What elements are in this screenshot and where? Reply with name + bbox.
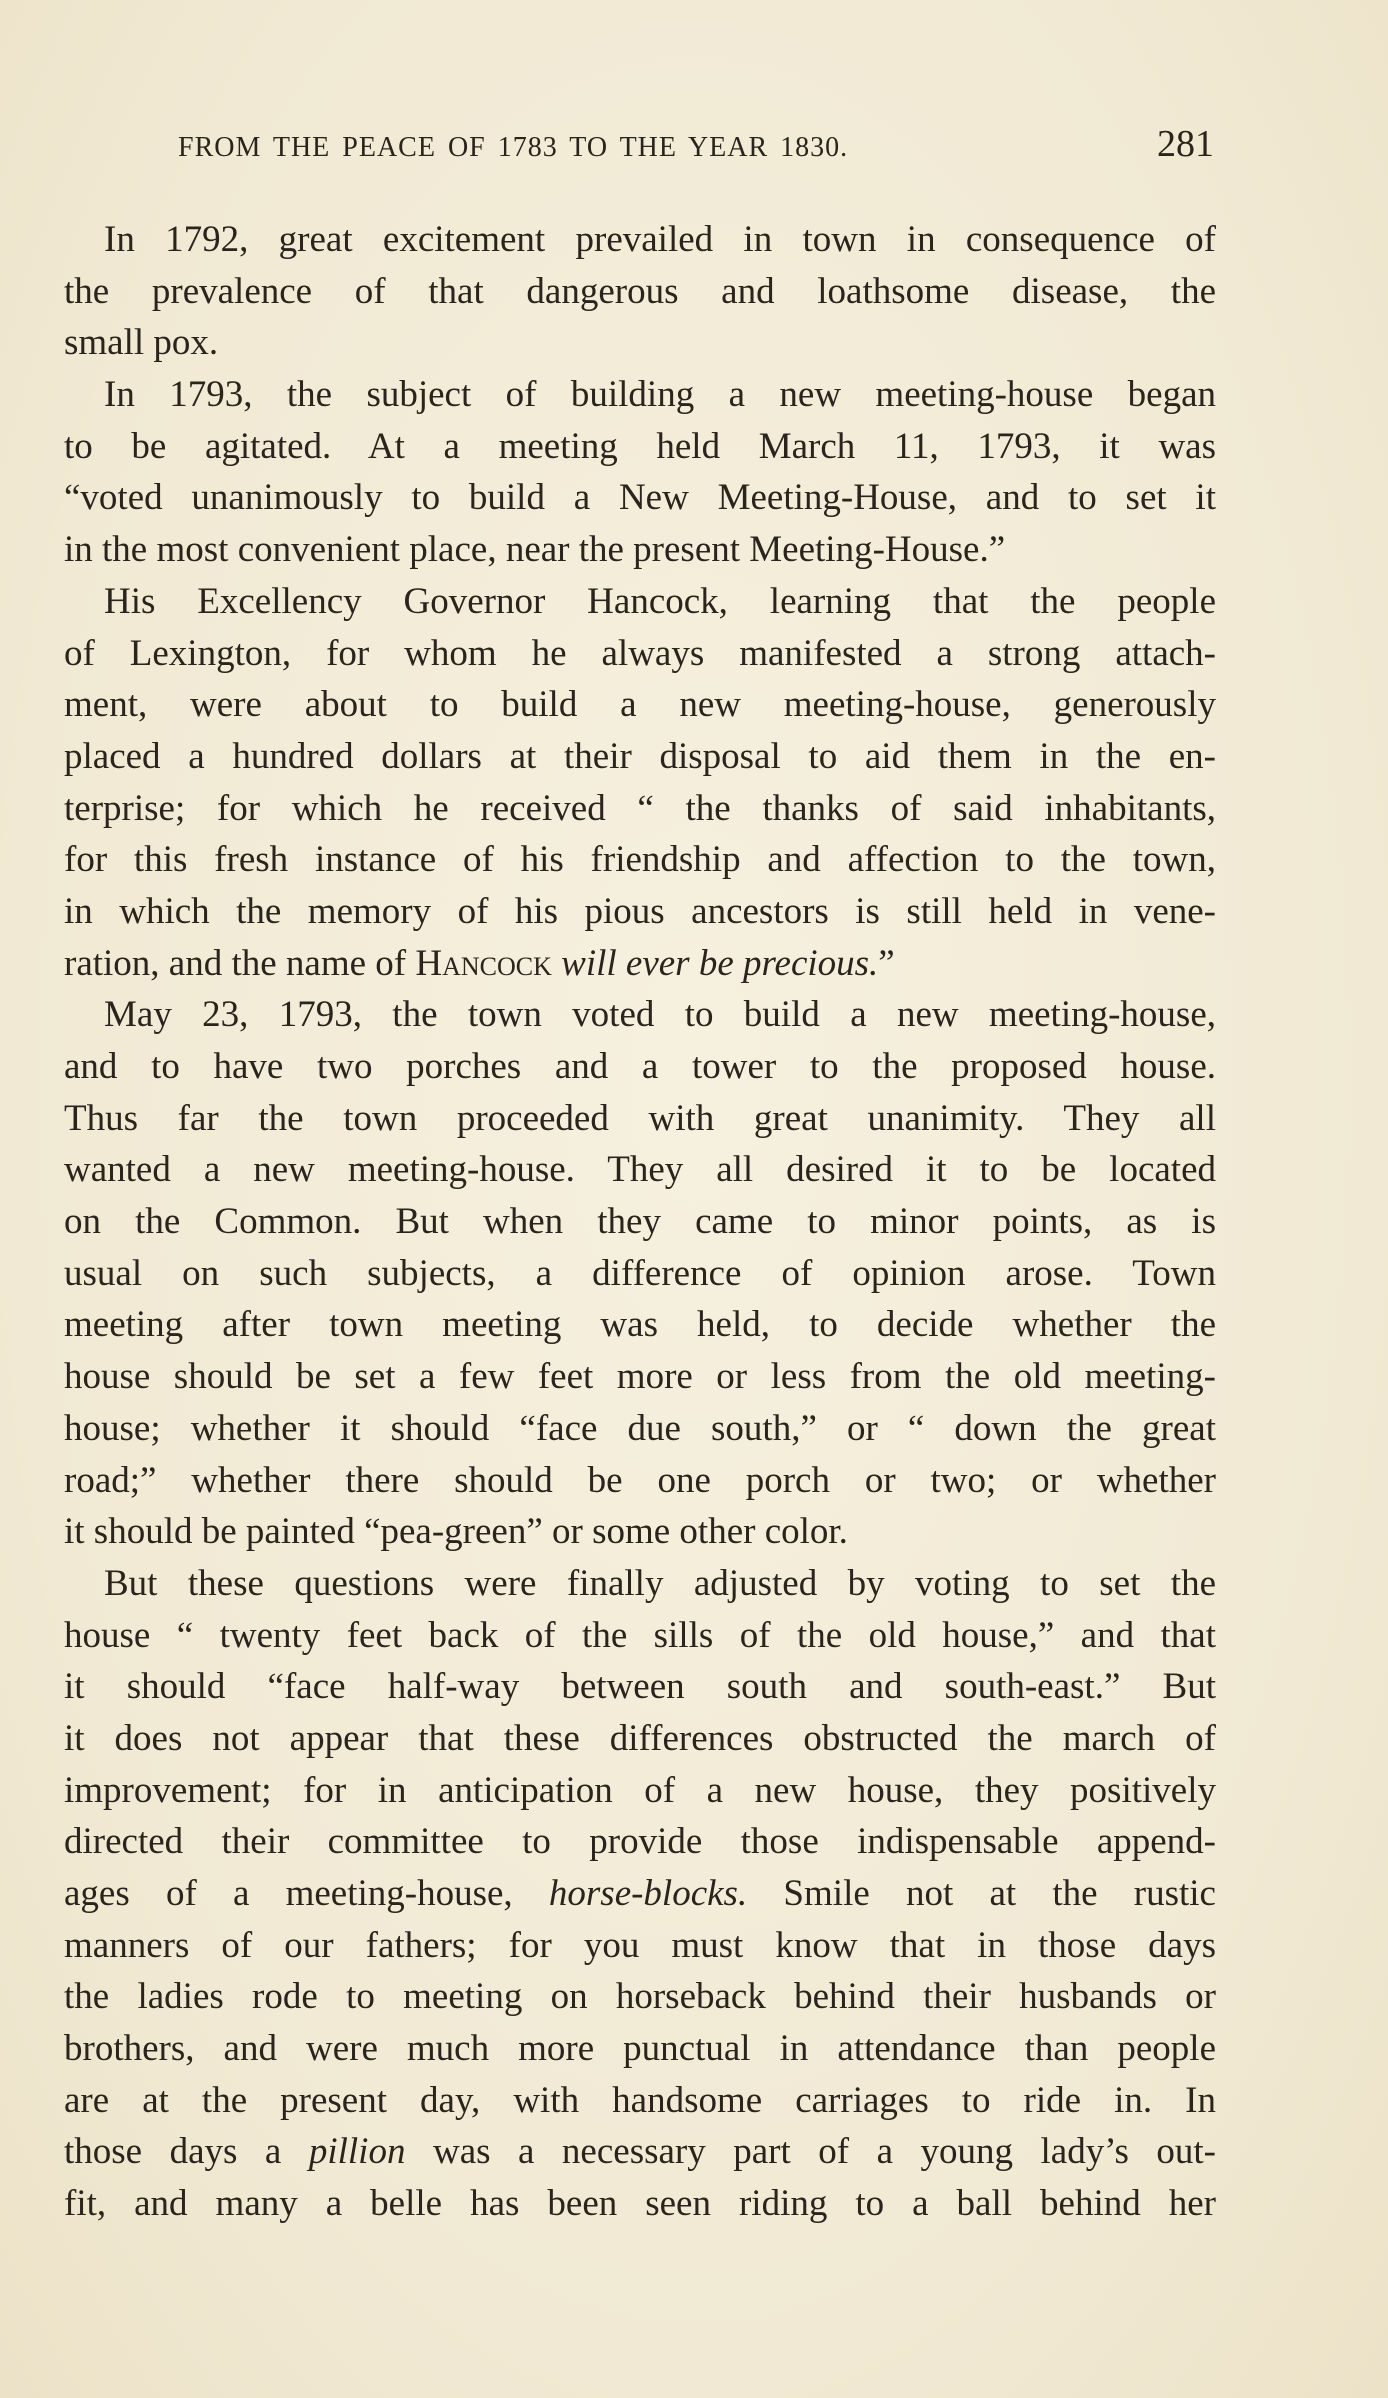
- text-line: house; whether it should “face due south,” or “ down the great: [64, 1407, 1216, 1449]
- text-line: “voted unanimously to build a New Meeting-House, and to set it: [64, 477, 1216, 519]
- text-line: and to have two porches and a tower to the proposed house.: [64, 1046, 1216, 1087]
- text-line: [64, 1868, 1216, 1920]
- text-line: for this fresh instance of his friendship and affection to the town,: [64, 839, 1216, 881]
- text-line: May 23, 1793, the town voted to build a new meeting-house,: [104, 994, 1216, 1036]
- text-line: in which the memory of his pious ancestors is still held in vene-: [64, 890, 1216, 932]
- text-line: the ladies rode to meeting on horseback behind their husbands or: [64, 1976, 1216, 2018]
- text-line: meeting after town meeting was held, to decide whether the: [64, 1304, 1216, 1346]
- text-line: His Excellency Governor Hancock, learning that the people: [104, 580, 1216, 622]
- text-line: directed their committee to provide those indispensable append-: [64, 1821, 1216, 1863]
- text-line: wanted a new meeting-house. They all desired it to be located: [64, 1149, 1216, 1191]
- text-line: [64, 938, 1216, 990]
- text-line: the prevalence of that dangerous and loathsome disease, the: [64, 270, 1216, 312]
- text-line: it should be painted “pea-green” or some other color.: [64, 1511, 848, 1553]
- small-caps-name: Hancock: [415, 942, 552, 984]
- page-number: 281: [1157, 123, 1214, 165]
- text-line: brothers, and were much more punctual in attendance than people: [64, 2028, 1216, 2070]
- italic-phrase: horse-blocks.: [548, 1873, 748, 1914]
- text-run: those days a: [64, 2131, 309, 2173]
- text-line: manners of our fathers; for you must know that in those days: [64, 1924, 1216, 1966]
- text-run: ”: [878, 942, 895, 984]
- italic-phrase: will ever be precious.: [551, 942, 879, 984]
- text-line: terprise; for which he received “ the thanks of said inhabitants,: [64, 787, 1216, 829]
- running-head: FROM THE PEACE OF 1783 TO THE YEAR 1830.: [178, 132, 849, 163]
- text-line: improvement; for in anticipation of a new house, they positively: [64, 1769, 1216, 1811]
- text-line: Thus far the town proceeded with great unanimity. They all: [64, 1097, 1216, 1139]
- text-run: ration, and the name of: [64, 942, 416, 984]
- text-line: to be agitated. At a meeting held March 11, 1793, it was: [64, 425, 1216, 467]
- text-run: ages of a meeting-house,: [64, 1873, 549, 1914]
- text-line: in the most convenient place, near the present Meeting-House.”: [64, 529, 1006, 571]
- text-run: Smile not at the rustic: [747, 1873, 1216, 1914]
- text-line: ment, were about to build a new meeting-house, generously: [64, 684, 1216, 726]
- text-line: road;” whether there should be one porch or two; or whether: [64, 1459, 1216, 1501]
- body-text: [64, 214, 1216, 2230]
- text-line: In 1792, great excitement prevailed in town in consequence of: [104, 219, 1216, 260]
- text-run: was a necessary part of a young lady’s out-: [405, 2131, 1216, 2173]
- italic-phrase: pillion: [308, 2131, 406, 2173]
- text-line: it should “face half-way between south and south-east.” But: [64, 1666, 1216, 1708]
- text-line: placed a hundred dollars at their disposal to aid them in the en-: [64, 735, 1216, 777]
- text-line: it does not appear that these differences obstructed the march of: [64, 1717, 1216, 1759]
- text-line: [64, 2126, 1216, 2178]
- text-line: usual on such subjects, a difference of opinion arose. Town: [64, 1252, 1216, 1294]
- text-line: In 1793, the subject of building a new meeting-house began: [104, 374, 1216, 416]
- text-line: fit, and many a belle has been seen riding to a ball behind her: [64, 2183, 1216, 2225]
- text-line: house “ twenty feet back of the sills of the old house,” and that: [64, 1614, 1216, 1656]
- text-line: on the Common. But when they came to minor points, as is: [64, 1201, 1216, 1243]
- text-line: are at the present day, with handsome carriages to ride in. In: [64, 2079, 1216, 2121]
- text-line: house should be set a few feet more or less from the old meeting-: [64, 1356, 1216, 1398]
- page-header: [178, 122, 1214, 172]
- text-line: small pox.: [64, 322, 219, 364]
- text-line: of Lexington, for whom he always manifested a strong attach-: [64, 632, 1216, 674]
- text-line: But these questions were finally adjusted by voting to set the: [104, 1562, 1216, 1604]
